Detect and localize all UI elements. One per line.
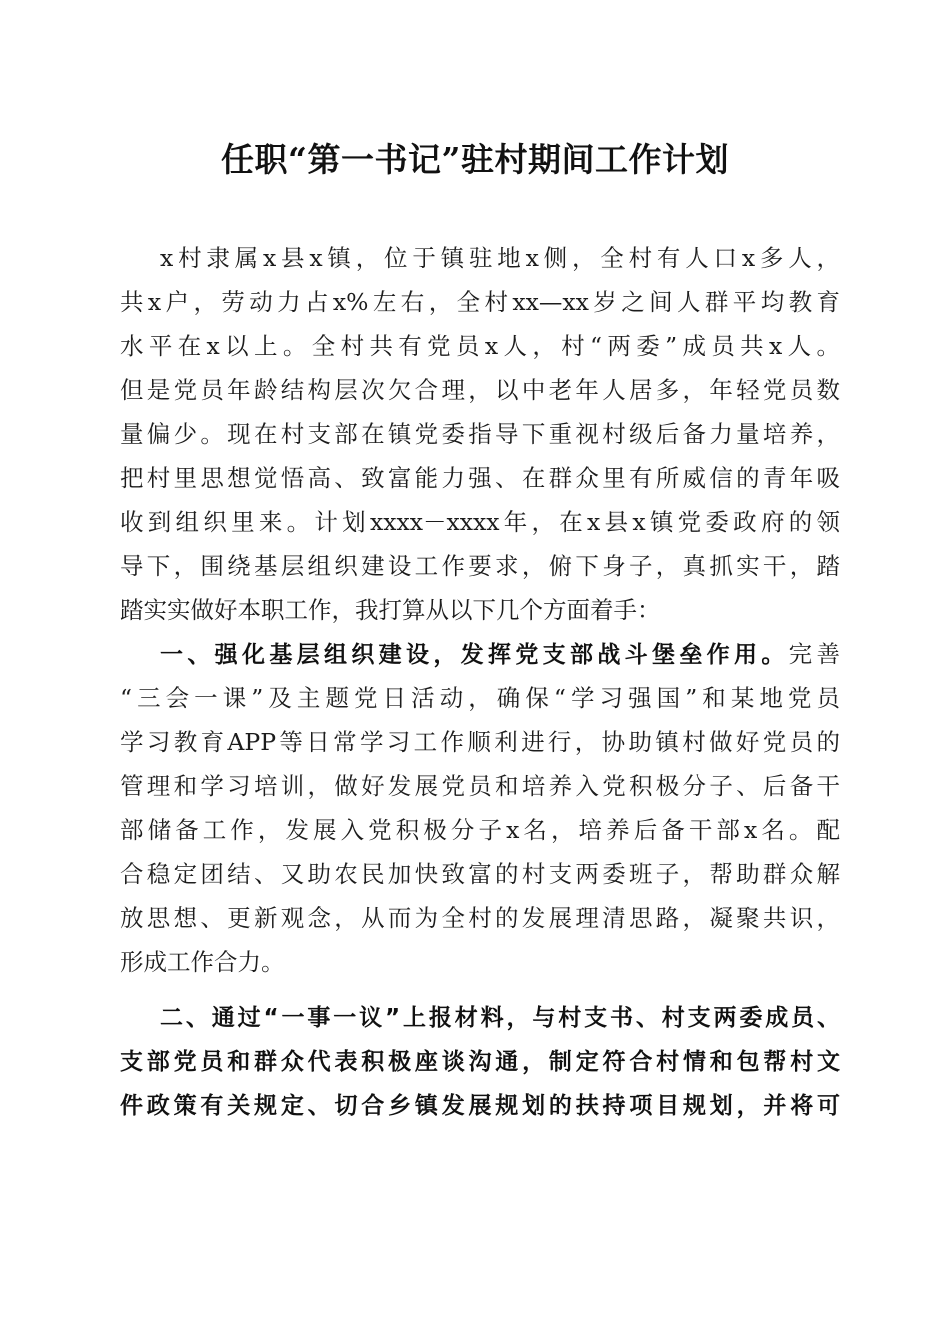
paragraph-1-line: 水平在x以上。全村共有党员x人，村“两委”成员共x人。 [120,332,840,360]
paragraph-2-line: “三会一课”及主题党日活动，确保“学习强国”和某地党员 [120,684,840,712]
paragraph-2-line: 部储备工作，发展入党积极分子x名，培养后备干部x名。配 [120,816,840,844]
paragraph-1-line: 把村里思想觉悟高、致富能力强、在群众里有所威信的青年吸 [120,464,840,492]
paragraph-1-line: 量偏少。现在村支部在镇党委指导下重视村级后备力量培养， [120,420,840,448]
paragraph-1-line: 收到组织里来。计划xxxx－xxxx年，在x县x镇党委政府的领 [120,508,840,536]
paragraph-2-line: 管理和学习培训，做好发展党员和培养入党积极分子、后备干 [120,772,840,800]
paragraph-1-line: 导下，围绕基层组织建设工作要求，俯下身子，真抓实干，踏 [120,552,840,580]
paragraph-2-line: 合稳定团结、又助农民加快致富的村支两委班子，帮助群众解 [120,860,840,888]
paragraph-2-line: 放思想、更新观念，从而为全村的发展理清思路，凝聚共识， [120,904,840,932]
section-2-heading-line: 二、通过“一事一议”上报材料，与村支书、村支两委成员、 [160,1005,840,1031]
paragraph-1-line: 踏实实做好本职工作，我打算从以下几个方面着手： [120,596,661,624]
paragraph-1-line: x村隶属x县x镇，位于镇驻地x侧，全村有人口x多人， [160,244,840,272]
section-1-heading: 一、强化基层组织建设，发挥党支部战斗堡垒作用。 [160,642,789,668]
section-2-heading-line: 支部党员和群众代表积极座谈沟通，制定符合村情和包帮村文 [120,1049,840,1075]
paragraph-2-line: 形成工作合力。 [120,948,285,976]
paragraph-2-line: 学习教育APP等日常学习工作顺利进行，协助镇村做好党员的 [120,728,840,756]
document-title: 任职“第一书记”驻村期间工作计划 [221,140,729,179]
paragraph-1-line: 但是党员年龄结构层次欠合理，以中老年人居多，年轻党员数 [120,376,840,404]
section-2-heading-line: 件政策有关规定、切合乡镇发展规划的扶持项目规划，并将可 [120,1093,840,1119]
paragraph-1-line: 共x户，劳动力占x%左右，全村xx—xx岁之间人群平均教育 [120,288,840,316]
paragraph-2-first-line [160,632,840,676]
paragraph-2-text: 完善 [788,640,841,668]
